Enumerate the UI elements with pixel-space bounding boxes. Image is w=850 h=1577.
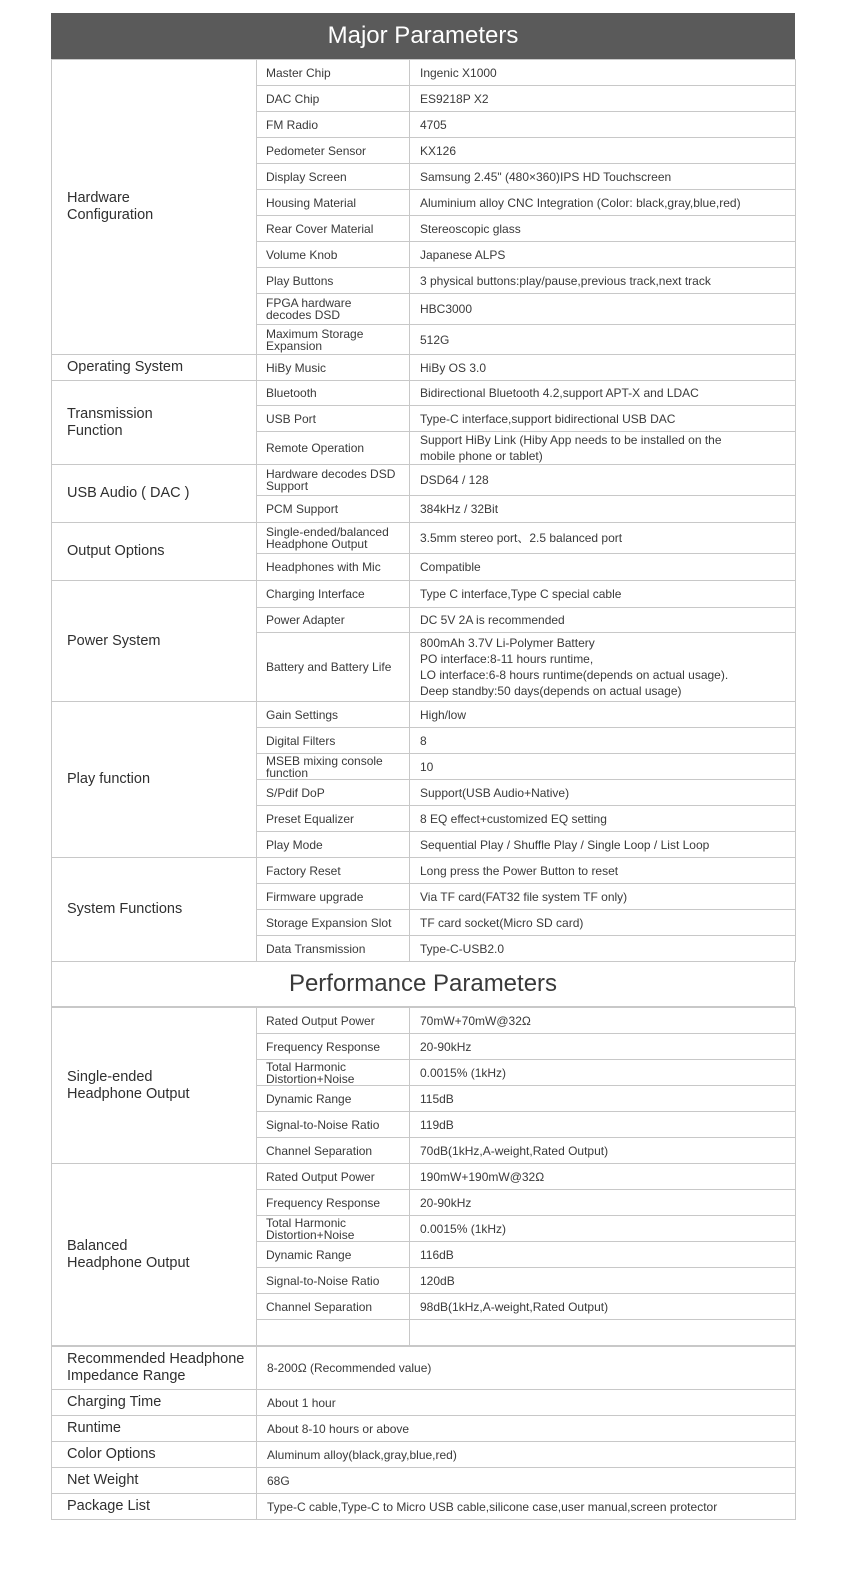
parameter-label (257, 355, 410, 381)
text-line: Play Mode (266, 837, 323, 852)
spec-row (52, 523, 796, 554)
parameter-value (410, 190, 796, 216)
spec-row (52, 702, 796, 728)
parameter-label (257, 884, 410, 910)
parameter-value (410, 910, 796, 936)
spec-row (52, 381, 796, 406)
parameter-value (410, 858, 796, 884)
text-line: Play function (67, 771, 151, 787)
parameter-value (410, 1008, 796, 1034)
spec-row (52, 1164, 796, 1190)
text-line: 0.0015% (1kHz) (420, 1221, 507, 1236)
parameter-label (257, 381, 410, 406)
text-line: Type-C interface,support bidirectional USB DAC (420, 411, 676, 426)
text-line: 20-90kHz (420, 1195, 472, 1210)
parameter-label (257, 1164, 410, 1190)
text-line: 3 physical buttons:play/pause,previous track,next track (420, 273, 711, 288)
parameter-label (257, 554, 410, 581)
text-line: Digital Filters (266, 733, 336, 748)
parameter-label (257, 1268, 410, 1294)
parameter-label (257, 164, 410, 190)
parameter-value (410, 1294, 796, 1320)
text-line: 800mAh 3.7V Li-Polymer Battery (420, 636, 595, 650)
text-line: Display Screen (266, 169, 347, 184)
text-line: HBC3000 (420, 302, 473, 316)
text-line: Transmission (67, 405, 153, 422)
parameter-label (257, 523, 410, 554)
parameter-label (257, 294, 410, 325)
summary-table (51, 1346, 796, 1520)
text-line: decodes DSD (266, 308, 341, 322)
text-line: Output Options (67, 543, 165, 559)
text-line: PCM Support (266, 502, 339, 516)
parameter-label (257, 1008, 410, 1034)
text-line: 116dB (420, 1247, 454, 1262)
text-line: About 1 hour (267, 1395, 336, 1410)
text-line: Stereoscopic glass (420, 221, 521, 236)
parameter-label (257, 806, 410, 832)
text-line: Channel Separation (266, 1299, 373, 1314)
text-line: Charging Time (67, 1394, 162, 1410)
summary-row (52, 1390, 796, 1416)
text-line: function (266, 765, 309, 780)
parameter-label (257, 1294, 410, 1320)
parameter-label (257, 112, 410, 138)
spec-row (52, 60, 796, 86)
parameter-value (410, 325, 796, 355)
text-line: mobile phone or tablet) (420, 449, 543, 463)
text-line: USB Port (266, 411, 317, 426)
parameter-label (257, 608, 410, 633)
text-line: 3.5mm stereo port、2.5 balanced port (420, 531, 623, 545)
text-line: 4705 (420, 117, 447, 132)
text-line: Color Options (67, 1446, 156, 1462)
text-line: Configuration (67, 207, 154, 223)
category-cell (52, 702, 257, 858)
spec-sheet (51, 13, 795, 1520)
text-line: Channel Separation (266, 1143, 373, 1158)
text-line: Housing Material (266, 195, 357, 210)
parameter-value (410, 1268, 796, 1294)
parameter-label (257, 268, 410, 294)
text-line: Frequency Response (266, 1039, 381, 1054)
major-parameters-title: Major Parameters (327, 22, 519, 49)
parameter-label (257, 465, 410, 496)
parameter-value (410, 1216, 796, 1242)
text-line: 120dB (420, 1273, 455, 1288)
text-line: Support (266, 479, 309, 493)
text-line: Preset Equalizer (266, 811, 355, 826)
spec-row (52, 465, 796, 496)
text-line: Maximum Storage (266, 326, 364, 341)
text-line: 8 EQ effect+customized EQ setting (420, 811, 607, 826)
parameter-value (410, 1034, 796, 1060)
text-line: Type-C-USB2.0 (420, 941, 505, 956)
text-line: 70dB(1kHz,A-weight,Rated Output) (420, 1143, 609, 1158)
parameter-label (257, 432, 410, 465)
text-line: Hardware (67, 190, 130, 206)
text-line: Headphone Output (266, 537, 368, 551)
major-parameters-table (51, 59, 796, 962)
category-cell (52, 523, 257, 581)
text-line: Storage Expansion Slot (266, 915, 392, 930)
text-line: 68G (267, 1473, 290, 1488)
parameter-value (410, 1190, 796, 1216)
parameter-value (410, 728, 796, 754)
text-line: Recommended Headphone (67, 1351, 245, 1367)
parameter-value (410, 523, 796, 554)
performance-parameters-table (51, 1007, 796, 1346)
text-line: ES9218P X2 (420, 91, 489, 106)
text-line: Via TF card(FAT32 file system TF only) (420, 889, 628, 904)
text-line: System Functions (67, 901, 183, 917)
parameter-label (257, 728, 410, 754)
text-line: 384kHz / 32Bit (420, 502, 499, 516)
text-line: Gain Settings (266, 707, 339, 722)
text-line: Power System (67, 632, 161, 649)
parameter-value (410, 496, 796, 523)
summary-category (52, 1494, 257, 1520)
text-line: Compatible (420, 560, 481, 574)
summary-category (52, 1347, 257, 1390)
text-line: Bluetooth (266, 386, 317, 400)
text-line: Play Buttons (266, 273, 334, 288)
text-line: 20-90kHz (420, 1039, 472, 1054)
text-line: HiBy OS 3.0 (420, 360, 487, 375)
category-cell (52, 581, 257, 702)
text-line: Support(USB Audio+Native) (420, 785, 570, 800)
parameter-value (410, 86, 796, 112)
parameter-value (410, 884, 796, 910)
text-line: Dynamic Range (266, 1247, 352, 1262)
parameter-value (410, 1242, 796, 1268)
text-line: Firmware upgrade (266, 889, 364, 904)
text-line: Expansion (266, 338, 323, 353)
text-line: Ingenic X1000 (420, 65, 497, 80)
category-cell (52, 858, 257, 962)
summary-value (257, 1494, 796, 1520)
text-line: DC 5V 2A is recommended (420, 613, 565, 627)
text-line: Type C interface,Type C special cable (420, 587, 622, 601)
parameter-value (410, 60, 796, 86)
text-line: Japanese ALPS (420, 247, 506, 262)
parameter-label (257, 138, 410, 164)
parameter-label (257, 702, 410, 728)
parameter-value (410, 381, 796, 406)
text-line: Support HiBy Link (Hiby App needs to be installed on the (420, 433, 722, 447)
summary-row (52, 1347, 796, 1390)
summary-value (257, 1416, 796, 1442)
text-line: Single-ended (67, 1068, 153, 1085)
text-line: Headphone Output (67, 1254, 190, 1271)
text-line: Total Harmonic (266, 1215, 347, 1230)
text-line: HiBy Music (266, 360, 327, 375)
performance-parameters-header (51, 962, 795, 1007)
text-line: Rated Output Power (266, 1169, 375, 1184)
category-cell (52, 1164, 257, 1346)
text-line: Master Chip (266, 65, 331, 80)
text-line: Battery and Battery Life (266, 660, 392, 674)
parameter-label (257, 1190, 410, 1216)
summary-value (257, 1390, 796, 1416)
parameter-value (410, 465, 796, 496)
parameter-value (410, 702, 796, 728)
text-line: Headphones with Mic (266, 560, 381, 574)
text-line: Runtime (67, 1420, 121, 1436)
parameter-value (410, 1060, 796, 1086)
text-line: DSD64 / 128 (420, 473, 489, 487)
parameter-label (257, 1242, 410, 1268)
parameter-value (410, 164, 796, 190)
parameter-value (410, 406, 796, 432)
text-line: FPGA hardware (266, 296, 352, 310)
parameter-label (257, 1112, 410, 1138)
parameter-value (410, 432, 796, 465)
category-cell (52, 60, 257, 355)
text-line: Net Weight (67, 1472, 139, 1488)
text-line: Dynamic Range (266, 1091, 352, 1106)
parameter-label (257, 1086, 410, 1112)
spec-row (52, 858, 796, 884)
text-line: TF card socket(Micro SD card) (420, 915, 584, 930)
text-line: Hardware decodes DSD (266, 467, 396, 481)
parameter-value (410, 216, 796, 242)
summary-value (257, 1442, 796, 1468)
parameter-label (257, 1320, 410, 1346)
parameter-label (257, 86, 410, 112)
text-line: Sequential Play / Shuffle Play / Single Loop / List Loop (420, 837, 710, 852)
parameter-label (257, 406, 410, 432)
parameter-label (257, 1138, 410, 1164)
parameter-value (410, 754, 796, 780)
parameter-value (410, 1112, 796, 1138)
text-line: Operating System (67, 359, 184, 375)
parameter-value (410, 554, 796, 581)
parameter-value (410, 780, 796, 806)
parameter-label (257, 581, 410, 608)
text-line: Samsung 2.45" (480×360)IPS HD Touchscreen (420, 169, 672, 184)
summary-value (257, 1468, 796, 1494)
text-line: 190mW+190mW@32Ω (420, 1169, 545, 1184)
parameter-label (257, 936, 410, 962)
parameter-label (257, 910, 410, 936)
text-line: High/low (420, 707, 467, 722)
parameter-value (410, 138, 796, 164)
spec-row (52, 355, 796, 381)
parameter-value (410, 1086, 796, 1112)
text-line: FM Radio (266, 117, 319, 132)
major-parameters-banner (51, 13, 795, 59)
text-line: Package List (67, 1498, 151, 1514)
text-line: 8-200Ω (Recommended value) (267, 1361, 432, 1375)
text-line: PO interface:8-11 hours runtime, (420, 652, 594, 666)
category-cell (52, 381, 257, 465)
parameter-value (410, 355, 796, 381)
text-line: Frequency Response (266, 1195, 381, 1210)
summary-category (52, 1468, 257, 1494)
parameter-label (257, 780, 410, 806)
text-line: 119dB (420, 1117, 454, 1132)
text-line: Signal-to-Noise Ratio (266, 1117, 380, 1132)
text-line: Deep standby:50 days(depends on actual usage) (420, 684, 682, 698)
category-cell (52, 465, 257, 523)
text-line: Headphone Output (67, 1085, 190, 1102)
parameter-value (410, 112, 796, 138)
text-line: 98dB(1kHz,A-weight,Rated Output) (420, 1299, 609, 1314)
text-line: KX126 (420, 143, 457, 158)
text-line: 115dB (420, 1091, 454, 1106)
parameter-value (410, 242, 796, 268)
text-line: Distortion+Noise (266, 1227, 355, 1242)
parameter-label (257, 325, 410, 355)
text-line: Power Adapter (266, 613, 345, 627)
text-line: Aluminium alloy CNC Integration (Color: black,gray,blue,red) (420, 195, 741, 210)
spec-row (52, 581, 796, 608)
text-line: Data Transmission (266, 941, 366, 956)
category-cell (52, 1008, 257, 1164)
text-line: About 8-10 hours or above (267, 1421, 410, 1436)
parameter-label (257, 1060, 410, 1086)
text-line: 8 (420, 733, 427, 748)
text-line: Rear Cover Material (266, 221, 374, 236)
parameter-label (257, 1216, 410, 1242)
parameter-value (410, 1164, 796, 1190)
text-line: Charging Interface (266, 587, 365, 601)
text-line: Distortion+Noise (266, 1071, 355, 1086)
parameter-value (410, 633, 796, 702)
summary-category (52, 1442, 257, 1468)
parameter-label (257, 242, 410, 268)
parameter-label (257, 633, 410, 702)
text-line: MSEB mixing console (266, 753, 383, 768)
parameter-value (410, 832, 796, 858)
text-line: Factory Reset (266, 863, 341, 878)
parameter-label (257, 60, 410, 86)
spec-row (52, 1008, 796, 1034)
text-line: Bidirectional Bluetooth 4.2,support APT-X and LDAC (420, 386, 699, 400)
summary-category (52, 1416, 257, 1442)
parameter-value (410, 608, 796, 633)
text-line: 512G (420, 332, 450, 347)
text-line: 70mW+70mW@32Ω (420, 1013, 531, 1028)
parameter-label (257, 190, 410, 216)
text-line: Volume Knob (266, 247, 338, 262)
text-line: Impedance Range (67, 1368, 186, 1384)
text-line: Pedometer Sensor (266, 143, 367, 158)
text-line: Long press the Power Button to reset (420, 863, 619, 878)
parameter-label (257, 1034, 410, 1060)
text-line: Type-C cable,Type-C to Micro USB cable,silicone case,user manual,screen protector (267, 1499, 718, 1514)
summary-row (52, 1442, 796, 1468)
parameter-value (410, 1138, 796, 1164)
parameter-value (410, 936, 796, 962)
text-line: Total Harmonic (266, 1059, 347, 1074)
text-line: 10 (420, 759, 434, 774)
summary-category (52, 1390, 257, 1416)
parameter-value (410, 1320, 796, 1346)
parameter-value (410, 806, 796, 832)
parameter-label (257, 496, 410, 523)
parameter-label (257, 754, 410, 780)
summary-value (257, 1347, 796, 1390)
parameter-value (410, 268, 796, 294)
text-line: Single-ended/balanced (266, 525, 389, 539)
text-line: Balanced (67, 1237, 128, 1254)
text-line: USB Audio ( DAC ) (67, 485, 190, 501)
text-line: Signal-to-Noise Ratio (266, 1273, 380, 1288)
text-line: Remote Operation (266, 441, 365, 455)
text-line: DAC Chip (266, 91, 320, 106)
summary-row (52, 1494, 796, 1520)
summary-row (52, 1416, 796, 1442)
performance-parameters-title: Performance Parameters (288, 970, 558, 997)
text-line: Function (67, 422, 123, 439)
parameter-label (257, 858, 410, 884)
parameter-value (410, 294, 796, 325)
text-line: S/Pdif DoP (266, 785, 325, 800)
text-line: 0.0015% (1kHz) (420, 1065, 507, 1080)
parameter-label (257, 216, 410, 242)
category-cell (52, 355, 257, 381)
summary-row (52, 1468, 796, 1494)
text-line: Aluminum alloy(black,gray,blue,red) (267, 1447, 457, 1462)
text-line: LO interface:6-8 hours runtime(depends on actual usage). (420, 668, 729, 682)
parameter-value (410, 581, 796, 608)
parameter-label (257, 832, 410, 858)
text-line: Rated Output Power (266, 1013, 375, 1028)
